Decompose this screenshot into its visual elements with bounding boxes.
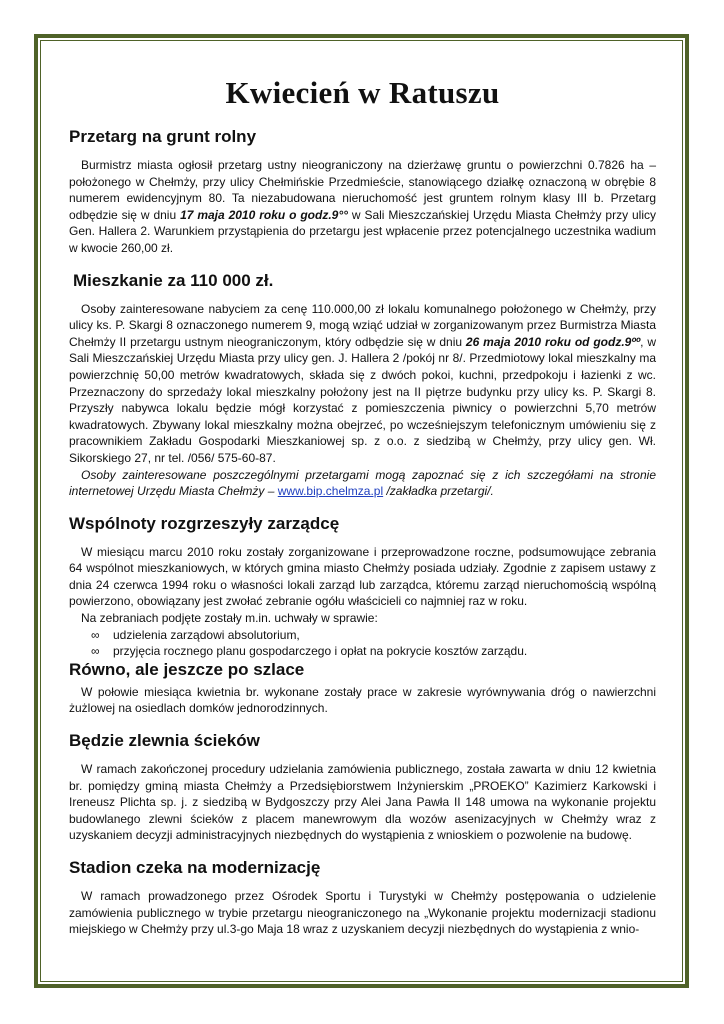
apartment-note-text-a: Osoby zainteresowane poszczególnymi przetargami mogą zapoznać się z ich szczegółami na stronie internetowej Urzędu Miasta Chełmży – [69,467,656,499]
apartment-date: 26 maja 2010 roku od godz.9ºº [465,334,641,349]
list-item [91,643,656,660]
apartment-text-c: , w Sali Mieszczańskiej Urzędu Miasta przy ulicy gen. J. Hallera 2 /pokój nr 8/. Przedmiotowy lokal mieszkalny ma powierzchnię 50,00 metrów kwadratowych, składa się z dwóch pokoi, kuchni, przedpokoju i łazienki z wc. Przeznaczony do sprzedaży lokal mieszkalny położony jest na II piętrze budynku przy ulicy ks. P. Skargi 8. Przyszły nabywca lokalu będzie mógł korzystać z pomieszczenia piwnicy o powierzchni 5,70 metrów kwadratowych. Zbywany lokal mieszkalny można obejrzeć, po wcześniejszym telefonicznym umówieniu się z pracownikiem Zakładu Gospodarki Mieszkaniowej sp. z o.o. z siedzibą w Chełmży, przy ulicy gen. Wł. Sikorskiego 27, nr tel. /056/ 575-60-87. [69,334,656,465]
section-heading-communities: Wspólnoty rozgrzeszyły zarządcę [69,513,340,533]
section-heading-apartment: Mieszkanie za 110 000 zł. [73,270,274,290]
land-tender-date: 17 maja 2010 roku o godz.9°° [180,207,348,222]
communities-paragraph: W miesiącu marcu 2010 roku zostały zorganizowane i przeprowadzone roczne, podsumowujące zebrania 64 wspólnot mieszkaniowych, w których gmina miasto Chełmży posiada udziały. Zgodnie z zapisem ustawy z dnia 24 czerwca 1994 roku o własności lokali zarząd lub zarządca, któremu zarząd nieruchomością wspólną powierzono, obowiązany jest zwołać zebranie ogółu właścicieli co najmniej raz w roku. [69,544,656,609]
newsletter-content [69,75,656,938]
resolution-text: przyjęcia rocznego planu gospodarczego i opłat na pokrycie kosztów zarządu. [113,644,528,659]
infinity-bullet-icon: ∞ [91,644,100,659]
communities-resolutions-intro: Na zebraniach podjęte zostały m.in. uchwały w sprawie: [81,611,378,626]
resolutions-list [69,627,656,660]
infinity-bullet-icon: ∞ [91,627,100,642]
bip-website-link[interactable]: www.bip.chelmza.pl [277,484,384,499]
apartment-details-note [69,467,656,500]
land-tender-text-c: w Sali Mieszczańskiej Urzędu Miasta Chełmży przy ulicy Gen. Hallera 2. Warunkiem przystąpienia do przetargu jest wpłacenie przez potencjalnego uczestnika wadium w kwocie 260,00 zł. [69,207,656,255]
sewage-paragraph: W ramach zakończonej procedury udzielania zamówienia publicznego, została zawarta w dniu 12 kwietnia br. pomiędzy gminą miasta Chełmży a Przedsiębiorstwem Inżynierskim „PROEKO” Kazimierz Karkowski i Ireneusz Plichta sp. j. z siedzibą w Bydgoszczy przy Alei Jana Pawła II 148 umowa na wykonanie projektu budowlanego zlewni ścieków z placem manewrowym dla wozów asenizacyjnych w Chełmży wraz z uzyskaniem decyzji administracyjnych niezbędnych do wystąpienia z wnioskiem o pozwolenie na budowę. [69,762,656,843]
stadium-paragraph: W ramach prowadzonego przez Ośrodek Sportu i Turystyki w Chełmży postępowania o udzielenie zamówienia publicznego w trybie przetargu nieograniczonego na „Wykonanie projektu modernizacji stadionu miejskiego w Chełmży przy ul.3-go Maja 18 wraz z uzyskaniem decyzji niezbędnych do wystąpienia z wnio- [69,889,656,937]
roads-paragraph: W połowie miesiąca kwietnia br. wykonane zostały prace w zakresie wyrównywania dróg o nawierzchni żużlowej na osiedlach domków jednorodzinnych. [69,684,656,716]
land-tender-text-a: Burmistrz miasta ogłosił przetarg ustny nieograniczony na dzierżawę gruntu o powierzchni 0.7826 ha – położonego w Chełmży, przy ulicy Chełmińskie Przedmieście, stanowiącego działkę oznaczoną w obrębie 8 numerem ewidencyjnym 80. Ta niezabudowana nieruchomość jest gruntem rolnym klasy III b. Przetarg odbędzie się w dniu [69,158,656,222]
page-frame-inner [40,40,683,982]
apartment-text-a: Osoby zainteresowane nabyciem za cenę 110.000,00 zł lokalu komunalnego położonego w Chełmży, przy ulicy ks. P. Skargi 8 oznaczonego numerem 9, mogą wziąć udział w zorganizowanym przez Burmistrza Miasta Chełmży II przetargu ustnym nieograniczonym, który odbędzie się w dniu [69,301,656,349]
page-title: Kwiecień w Ratuszu [225,75,500,110]
land-tender-paragraph [69,157,656,257]
apartment-paragraph [69,301,656,467]
section-heading-land-tender: Przetarg na grunt rolny [69,127,257,146]
list-item [91,627,656,644]
resolution-text: udzielenia zarządowi absolutorium, [113,627,300,642]
section-heading-stadium: Stadion czeka na modernizację [69,858,321,877]
section-heading-roads: Równo, ale jeszcze po szlace [69,659,305,679]
section-heading-sewage: Będzie zlewnia ścieków [69,731,260,751]
apartment-note-text-c: /zakładka przetargi/. [383,484,494,499]
